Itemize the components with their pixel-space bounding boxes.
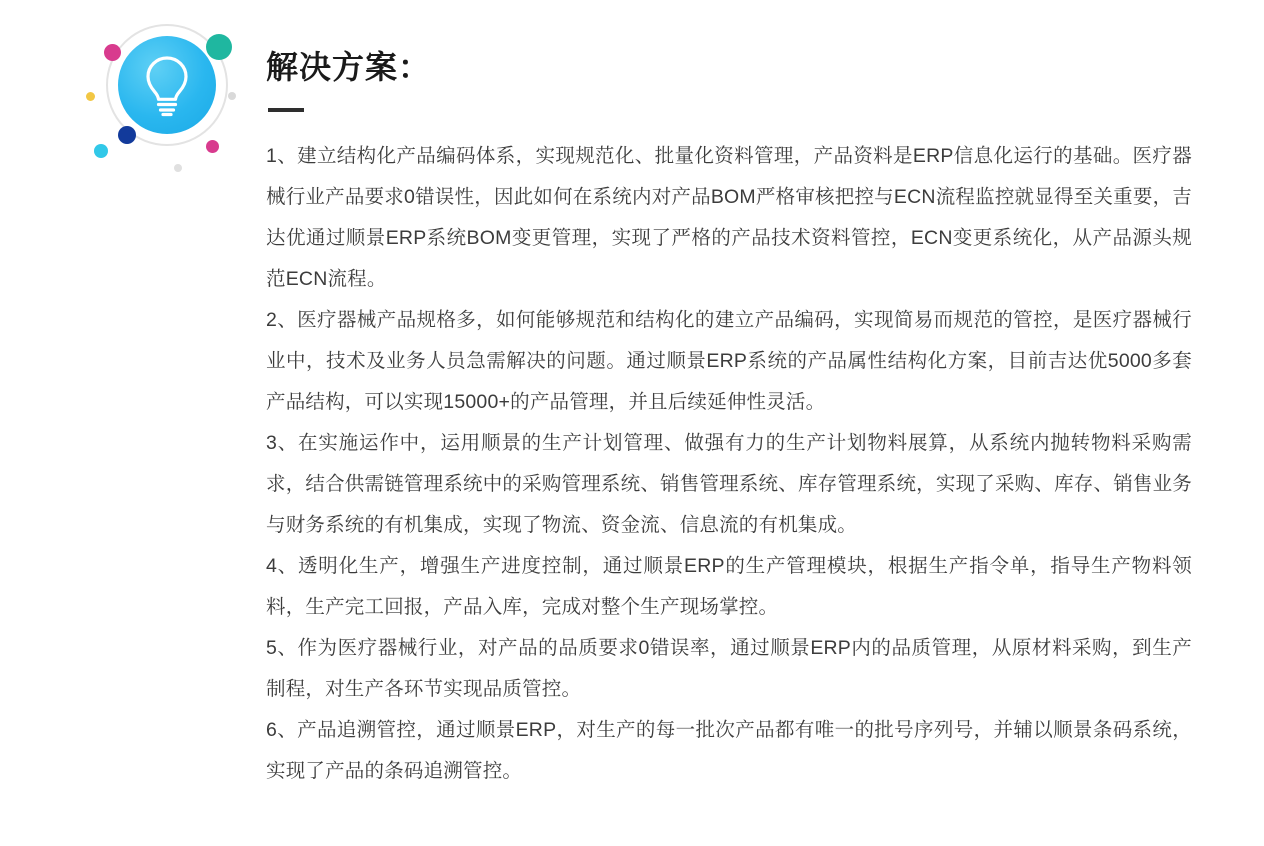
title-underline [268,108,304,112]
dot-gray-bottom-icon [174,164,182,172]
dot-navy-icon [118,126,136,144]
paragraph-1: 1、建立结构化产品编码体系，实现规范化、批量化资料管理，产品资料是ERP信息化运行的基础。医疗器械行业产品要求0错误性，因此如何在系统内对产品BOM严格审核把控与ECN流程监控就显得至关重要，吉达优通过顺景ERP系统BOM变更管理，实现了严格的产品技术资料管控，ECN变更系统化，从产品源头规范ECN流程。 [266,145,1192,290]
paragraph-3: 3、在实施运作中，运用顺景的生产计划管理、做强有力的生产计划物料展算，从系统内抛转物料采购需求，结合供需链管理系统中的采购管理系统、销售管理系统、库存管理系统，实现了采购、库存、销售业务与财务系统的有机集成，实现了物流、资金流、信息流的有机集成。 [266,432,1192,536]
paragraph-4: 4、透明化生产，增强生产进度控制，通过顺景ERP的生产管理模块，根据生产指令单，指导生产物料领料，生产完工回报，产品入库，完成对整个生产现场掌控。 [266,555,1192,618]
solution-body [266,136,1192,792]
dot-yellow-icon [86,92,95,101]
dot-cyan-icon [94,144,108,158]
dot-pink-lower-icon [206,140,219,153]
paragraph-5: 5、作为医疗器械行业，对产品的品质要求0错误率，通过顺景ERP内的品质管理，从原材料采购，到生产制程，对生产各环节实现品质管控。 [266,637,1192,700]
dot-gray-right-icon [228,92,236,100]
lightbulb-icon-cluster [78,14,258,194]
paragraph-6: 6、产品追溯管控，通过顺景ERP，对生产的每一批次产品都有唯一的批号序列号，并辅以顺景条码系统，实现了产品的条码追溯管控。 [266,719,1192,782]
dot-pink-upper-icon [104,44,121,61]
lightbulb-icon [118,36,216,134]
paragraph-2: 2、医疗器械产品规格多，如何能够规范和结构化的建立产品编码，实现简易而规范的管控，是医疗器械行业中，技术及业务人员急需解决的问题。通过顺景ERP系统的产品属性结构化方案，目前吉达优5000多套产品结构，可以实现15000+的产品管理，并且后续延伸性灵活。 [266,309,1192,413]
dot-teal-icon [206,34,232,60]
page-title: 解决方案： [266,49,432,85]
